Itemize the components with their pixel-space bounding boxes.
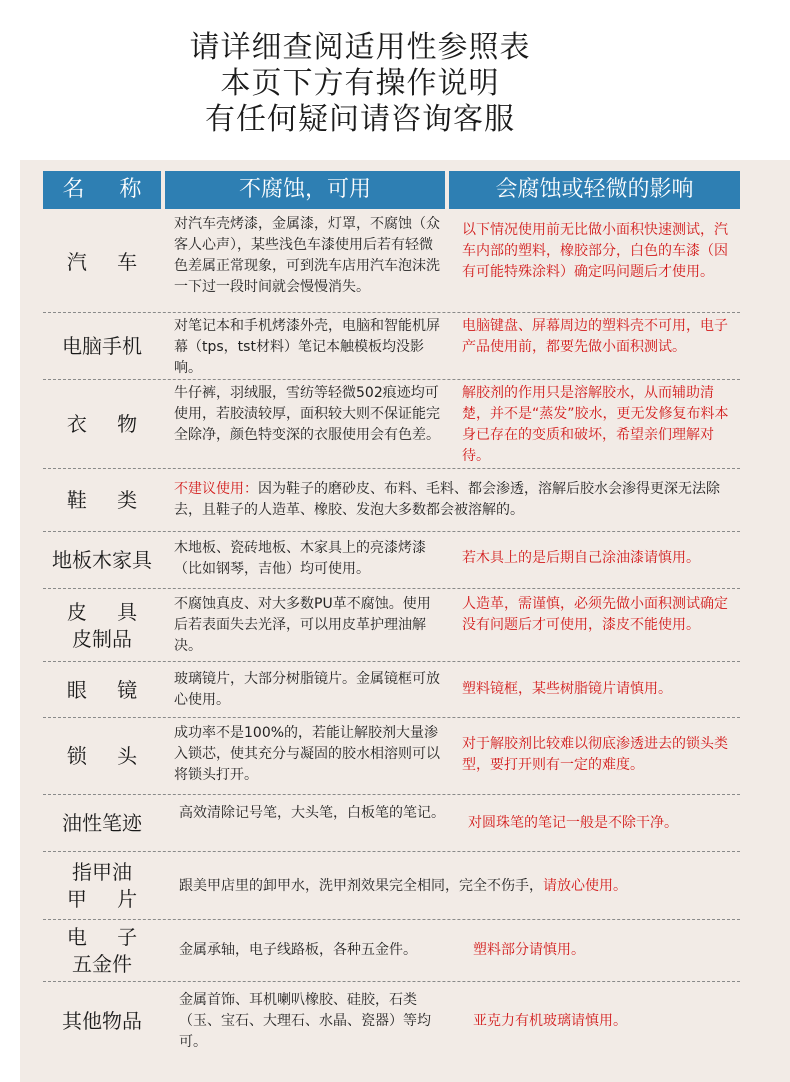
category-cell [43, 982, 161, 1060]
category-cell [43, 718, 161, 795]
category-cell [43, 532, 161, 589]
column-header-name: 名 称 [43, 171, 161, 209]
table-row [43, 982, 740, 1060]
safe-cell: 金属承轴，电子线路板，各种五金件。 [179, 942, 417, 958]
safe-cell: 成功率不是100%的，若能让解胶剂大量渗入锁芯，使其充分与凝固的胶水相溶则可以将锁头打开。 [174, 725, 440, 783]
category-label: 皮制品 [72, 626, 132, 651]
affected-cell: 亚克力有机玻璃请慎用。 [473, 1013, 627, 1029]
category-cell [43, 589, 161, 662]
category-label: 指甲油 [72, 860, 132, 884]
category-label: 衣 物 [66, 412, 150, 436]
category-label: 地板木家具 [52, 548, 152, 572]
note-cell [179, 876, 749, 897]
category-label: 汽 车 [66, 250, 150, 274]
safe-cell: 不腐蚀真皮、对大多数PU革不腐蚀。使用后若表面失去光泽，可以用皮革护理油解决。 [174, 596, 431, 654]
safe-cell: 对笔记本和手机烤漆外壳，电脑和智能机屏幕（tps，tst材料）笔记本触模板均没影响。 [174, 318, 440, 376]
warning-prefix: 不建议使用： [174, 481, 258, 497]
note-text: 跟美甲店里的卸甲水，洗甲剂效果完全相同，完全不伤手， [179, 878, 543, 894]
category-label: 其他物品 [62, 1008, 142, 1033]
category-label: 锁 头 [66, 744, 150, 768]
table-row [43, 589, 740, 662]
page-heading [0, 30, 720, 138]
table-row [43, 920, 740, 982]
safe-cell: 金属首饰、耳机喇叭橡胶、硅胶，石类（玉、宝石、大理石、水晶、瓷器）等均可。 [179, 992, 431, 1050]
affected-cell: 人造革，需谨慎，必须先做小面积测试确定没有问题后才可使用，漆皮不能使用。 [462, 596, 728, 633]
heading-line-3: 有任何疑问请咨询客服 [205, 102, 515, 137]
category-cell [43, 380, 161, 469]
category-label: 鞋 类 [66, 488, 150, 512]
table-row [43, 212, 740, 313]
category-cell [43, 920, 161, 982]
safe-cell: 木地板、瓷砖地板、木家具上的亮漆烤漆（比如钢琴，吉他）均可使用。 [174, 540, 426, 577]
table-row [43, 852, 740, 920]
safe-cell: 高效清除记号笔，大头笔，白板笔的笔记。 [179, 805, 445, 821]
category-cell [43, 662, 161, 718]
category-label: 电脑手机 [62, 334, 142, 358]
heading-line-1: 请详细查阅适用性参照表 [189, 30, 531, 65]
category-cell [43, 313, 161, 380]
table-row [43, 662, 740, 718]
table-row [43, 313, 740, 380]
safe-cell: 对汽车壳烤漆，金属漆，灯罩，不腐蚀（众客人心声），某些浅色车漆使用后若有轻微色差属正常现象，可到洗车店用汽车泡沫洗一下过一段时间就会慢慢消失。 [174, 216, 440, 295]
note-text: 因为鞋子的磨砂皮、布料、毛料、都会渗透，溶解后胶水会渗得更深无法除去，且鞋子的人造革、橡胶、发泡大多数都会被溶解的。 [174, 481, 720, 518]
column-header-affected: 会腐蚀或轻微的影响 [449, 171, 740, 209]
table-row [43, 795, 740, 852]
table-row [43, 380, 740, 469]
category-label: 甲 片 [66, 887, 150, 911]
category-label: 油性笔迹 [62, 811, 142, 835]
affected-cell: 对于解胶剂比较难以彻底渗透进去的锁头类型，要打开则有一定的难度。 [462, 736, 728, 773]
category-label: 眼 镜 [66, 677, 150, 702]
safe-cell: 玻璃镜片，大部分树脂镜片。金属镜框可放心使用。 [174, 671, 440, 708]
category-label: 五金件 [72, 952, 132, 976]
category-label: 皮 具 [66, 599, 150, 624]
category-cell [43, 852, 161, 920]
table-row [43, 532, 740, 589]
category-cell [43, 469, 161, 532]
table-row [43, 469, 740, 532]
affected-cell: 电脑键盘、屏幕周边的塑料壳不可用，电子产品使用前，都要先做小面积测试。 [462, 318, 728, 355]
affected-cell: 塑料部分请慎用。 [473, 942, 585, 958]
affected-cell: 以下情况使用前无比做小面积快速测试，汽车内部的塑料，橡胶部分，白色的车漆（因有可能特殊涂料）确定吗问题后才使用。 [462, 222, 728, 280]
affected-cell: 塑料镜框，某些树脂镜片请慎用。 [462, 681, 672, 697]
note-cell [174, 479, 744, 521]
category-cell [43, 795, 161, 852]
note-suffix: 请放心使用。 [543, 878, 627, 894]
affected-cell: 解胶剂的作用只是溶解胶水，从而辅助清楚，并不是“蒸发”胶水，更无发修复布料本身已存在的变质和破坏，希望亲们理解对待。 [462, 385, 729, 464]
table-row [43, 718, 740, 795]
safe-cell: 牛仔裤，羽绒服，雪纺等轻微502痕迹均可使用，若胶渍较厚，面积较大则不保证能完全除净，颜色特变深的衣服使用会有色差。 [174, 385, 440, 443]
affected-cell: 若木具上的是后期自己涂油漆请慎用。 [462, 550, 700, 566]
heading-line-2: 本页下方有操作说明 [220, 66, 500, 101]
category-label: 电 子 [66, 925, 150, 949]
category-cell [43, 212, 161, 313]
column-header-safe: 不腐蚀，可用 [165, 171, 445, 209]
affected-cell: 对圆珠笔的笔记一般是不除干净。 [468, 815, 678, 831]
